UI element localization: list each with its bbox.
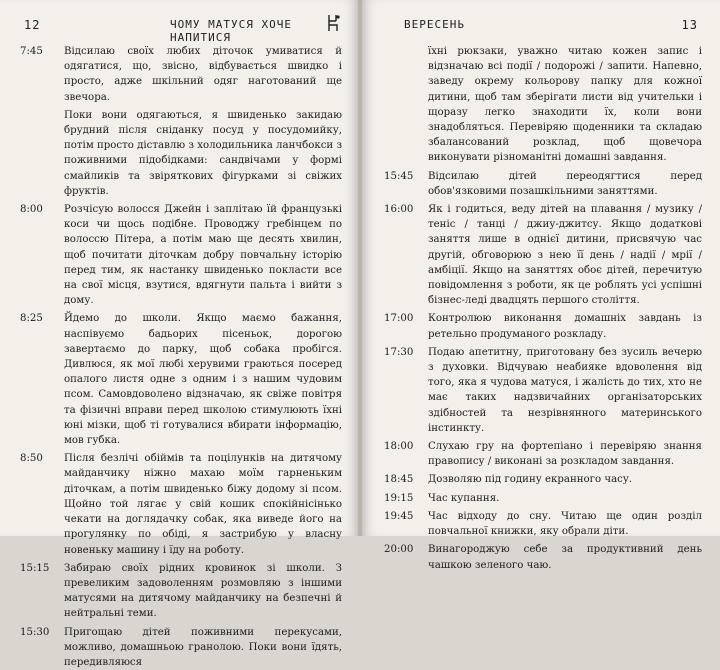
entry-text: Час відходу до сну. Читаю ще один розділ повчальної книжки, яку обрали діти. xyxy=(428,510,702,538)
entry-text: Пригощаю дітей поживними перекусами, можливо, домашньою гранолою. Поки вони їдять, передивляюся xyxy=(64,626,342,668)
schedule-entry xyxy=(384,311,702,341)
entry-text: Як і годиться, веду дітей на плавання / музику / теніс / танці / джиу-джитсу. Якщо додаткові заняття лише в однієї дитини, присвячую час другій, обговорюю з нею її день / надії / мрії / амбіції. Якщо на заняттях обоє дітей, перечитую повідомлення з роботи, як це роблять усі успішні бізнес-леді двадцять першого століття. xyxy=(428,204,702,307)
left-header xyxy=(20,18,342,44)
entry-time: 17:30 xyxy=(384,346,414,358)
entry-text: Йдемо до школи. Якщо маємо бажання, наспівуємо бадьорих пісеньок, дорогою завертаємо до парку, щоб собака пробігся. Дивлюся, як мої любі херувими граються посеред опалого листя одне з одним і з нашим чудовим псом. Самовдоволено відзначаю, як свіже повітря та фізичні вправи перед школою стимулюють їхні юні мізки, щоб ті готувалися вбирати інформацію, мов губка. xyxy=(64,313,342,447)
entry-time: 18:45 xyxy=(384,474,414,486)
running-title: ЧОМУ МАТУСЯ ХОЧЕ НАПИТИСЯ xyxy=(170,18,292,44)
entry-text: Контролюю виконання домашніх завдань із ретельно продуманого розкладу. xyxy=(428,313,702,340)
schedule-entry xyxy=(384,169,702,199)
page-number: 13 xyxy=(681,18,698,32)
running-title: ВЕРЕСЕНЬ xyxy=(404,18,465,31)
entry-text: Подаю апетитну, приготовану без зусиль вечерю з духовки. Відчуваю неабияке вдоволення від того, яка я чудова матуся, і жалість до тих, хто не має таких надзвичайних організаторських здібностей та незрівнянного материнського інстинкту. xyxy=(428,346,702,434)
schedule-entry xyxy=(384,345,702,436)
entry-text: Поки вони одягаються, я швиденько закидаю брудний після сніданку посуд у посудомийку, потім просто діставлю з холодильника ланчбокси з поживними підобідками: сандвічами у формі смайликів та звіряткових фігурками зі свіжих фруктів. xyxy=(64,109,343,197)
schedule-entry xyxy=(384,472,702,487)
left-page xyxy=(0,0,358,668)
entry-time xyxy=(20,108,64,199)
entry-time: 17:00 xyxy=(384,313,414,325)
entry-time: 19:45 xyxy=(384,510,414,522)
entry-time: 15:45 xyxy=(384,170,414,182)
entry-time: 20:00 xyxy=(384,544,414,556)
schedule-entry xyxy=(384,202,702,308)
entry-time: 19:15 xyxy=(384,492,414,504)
page-number: 12 xyxy=(24,18,41,32)
entry-time: 8:50 xyxy=(20,453,43,465)
entry-time: 16:00 xyxy=(384,204,414,216)
schedule-entry xyxy=(20,451,342,557)
schedule-entry xyxy=(20,44,342,105)
schedule-entry xyxy=(20,311,342,448)
schedule-entry xyxy=(20,108,342,199)
schedule-entry xyxy=(384,509,702,539)
entry-text: Розчісую волосся Джейн і заплітаю їй французькі коси чи щось подібне. Проводжу гребінцем по волоссю Пітера, а потім маю ще десять хвилин, щоб почитати діточкам добру повчальну історію перед тим, як настанку швиденько покласти все на свої місця, взутися, вдягнути пальта і вийти з дому. xyxy=(64,204,342,307)
right-header xyxy=(384,18,702,38)
chair-illustration-icon xyxy=(326,14,340,32)
schedule-entry xyxy=(384,44,702,166)
entry-text: Після безлічі обіймів та поцілунків на дитячому майданчику ніжно махаю моїм гарненьким діточкам, а потім швиденько біжу додому зі псом. Щойно той лягає у свій кошик спокійнісінько чекати на доглядачку собак, яка виведе його на прогулянку по обіді, я застрибую у власну новеньку машину і їду на роботу. xyxy=(64,453,342,556)
schedule-entry xyxy=(384,542,702,572)
entry-text: Слухаю гру на фортепіано і перевіряю знання правопису / виконані за розкладом завдання. xyxy=(428,441,702,468)
entry-text: Відсилаю своїх любих діточок умиватися й одягатися, що, звісно, відбувається швидко і просто, адже шкільний одяг наготований ще звечора. xyxy=(64,46,342,103)
entry-time: 15:30 xyxy=(20,626,50,638)
entry-text: Відсилаю дітей переодягтися перед обов'язковими позашкільними заняттями. xyxy=(428,170,702,197)
entry-text: Винагороджую себе за продуктивний день чашкою зеленого чаю. xyxy=(428,544,702,571)
entry-text: Забираю своїх рідних кровинок зі школи. З превеликим задоволенням розмовляю з іншими матусями на дитячому майданчику на безпечні й нейтральні теми. xyxy=(64,562,342,620)
schedule-entry xyxy=(20,561,342,622)
schedule-entry xyxy=(20,202,342,308)
entry-time: 8:00 xyxy=(20,204,43,216)
entry-time: 18:00 xyxy=(384,441,414,453)
schedule-entry xyxy=(384,439,702,469)
entry-time: 15:15 xyxy=(20,562,50,574)
schedule-entry xyxy=(20,625,342,670)
schedule-entry xyxy=(384,491,702,506)
entry-text: Час купання. xyxy=(428,492,500,504)
entry-time: 7:45 xyxy=(20,46,43,57)
entry-time: 8:25 xyxy=(20,313,43,325)
right-page xyxy=(362,0,720,571)
entry-text: Дозволяю під годину екранного часу. xyxy=(428,474,633,486)
entry-time xyxy=(384,44,428,166)
entry-text: їхні рюкзаки, уважно читаю кожен запис і відзначаю всі події / подорожі / запити. Напевно, заведу окрему кольорову папку для кожної дитини, щоб там зберігати листи від учительки і щоразу легко знаходити їх, коли вони знадобляться. Перевіряю щоденники та складаю збалансований розклад, щоб щовечора виконувати різноманітні домашні завдання. xyxy=(428,46,702,164)
